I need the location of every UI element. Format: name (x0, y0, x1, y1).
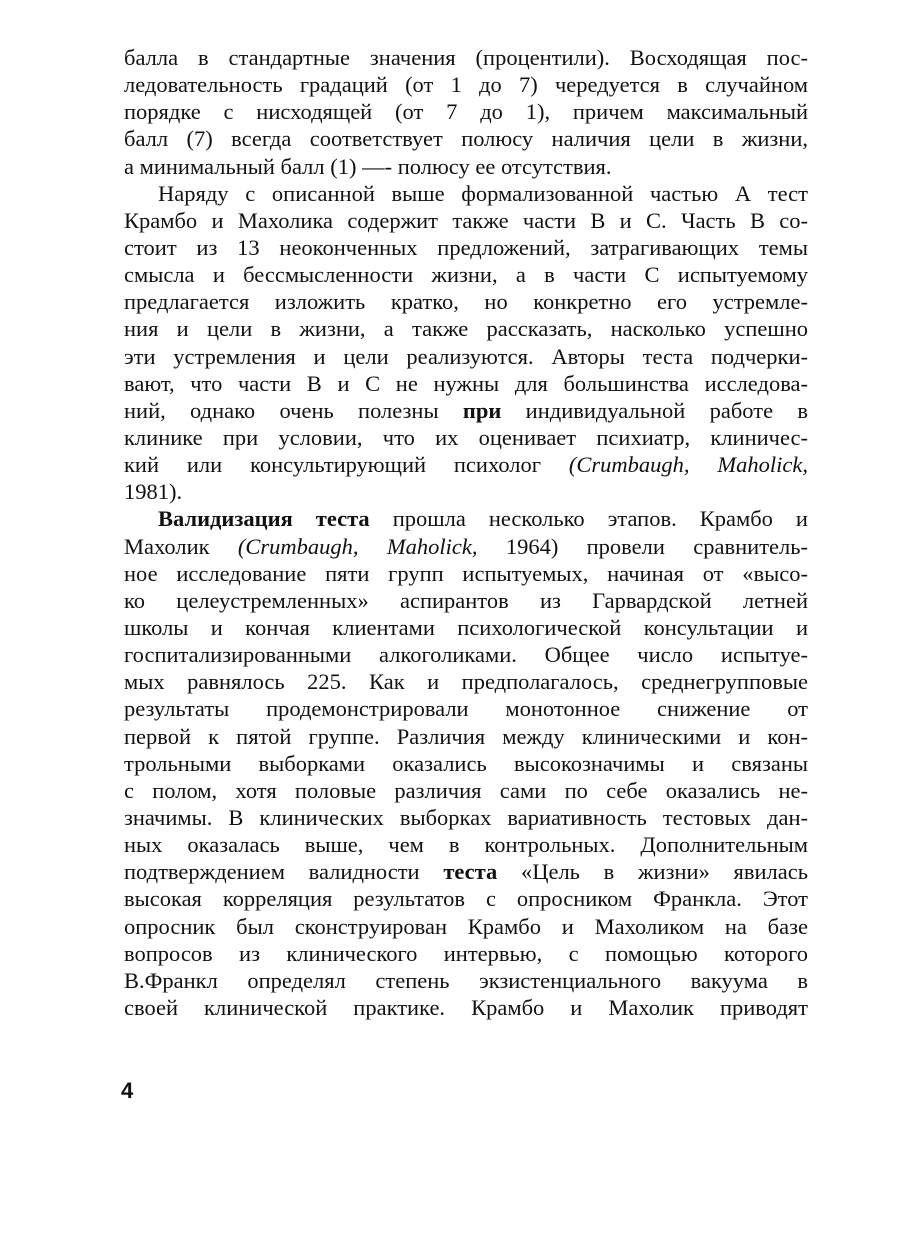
text-line: вают, что части В и С не нужны для большинства исследова- (124, 370, 808, 396)
paragraph-2 (124, 180, 808, 506)
text-line (124, 451, 808, 478)
text-segment: 1964) провели сравнитель- (505, 533, 809, 559)
bold-word: теста (443, 859, 498, 885)
text-line: госпитализированными алкоголиками. Общее число испытуе- (124, 642, 808, 668)
text-line: ных оказалась выше, чем в контрольных. Дополнительным (124, 832, 808, 858)
text-line: школы и кончая клиентами психологической консультации и (124, 614, 808, 640)
text-line (124, 533, 808, 560)
text-line: клинике при условии, что их оценивает психиатр, клиничес- (124, 424, 808, 450)
text-line: балла в стандартные значения (процентили). Восходящая пос- (124, 45, 808, 70)
text-line: ко целеустремленных» аспирантов из Гарвардской летней (124, 587, 808, 613)
text-line: вопросов из клинического интервью, с помощью которого (124, 940, 808, 966)
text-line: высокая корреляция результатов с опросником Франкла. Этот (124, 886, 808, 912)
text-line: опросник был сконструирован Крамбо и Махоликом на базе (124, 913, 808, 939)
text-line: значимы. В клинических выборках вариативность тестовых дан- (124, 804, 808, 830)
text-segment: подтверждением валидности (124, 859, 420, 885)
text-line: порядке с нисходящей (от 7 до 1), причем максимальный (124, 99, 808, 125)
text-line: мых равнялось 225. Как и предполагалось, среднегрупповые (124, 669, 808, 695)
text-segment: «Цель в жизни» явилась (520, 859, 809, 885)
paragraph-3 (124, 505, 808, 1021)
text-line: а минимальный балл (1) —- полюсу ее отсутствия. (124, 153, 612, 179)
text-line: ное исследование пяти групп испытуемых, начиная от «высо- (124, 560, 808, 586)
text-line: трольными выборками оказались высокозначимы и связаны (124, 750, 808, 776)
page-body (124, 44, 808, 1021)
text-line: с полом, хотя половые различия сами по себе оказались не- (124, 777, 808, 803)
text-line: своей клинической практике. Крамбо и Махолик приводят (124, 994, 808, 1020)
text-line: эти устремления и цели реализуются. Авторы теста подчерки- (124, 343, 808, 369)
text-line (124, 397, 808, 424)
text-line: первой к пятой группе. Различия между клиническими и кон- (124, 723, 808, 749)
text-line: 1981). (124, 479, 183, 505)
text-line: предлагается изложить кратко, но конкретно его устремле- (124, 289, 808, 315)
text-line: стоит из 13 неоконченных предложений, затрагивающих темы (124, 234, 808, 260)
text-line: Крамбо и Махолика содержит также части В и С. Часть В со- (124, 207, 808, 233)
text-line (124, 505, 808, 532)
text-line: ния и цели в жизни, а также рассказать, насколько успешно (124, 316, 808, 342)
citation-authors: (Crumbaugh, Maholick, (237, 533, 478, 559)
text-segment: Махолик (124, 533, 210, 559)
bold-term: Валидизация теста (158, 506, 370, 532)
citation-authors: (Crumbaugh, Maholick, (568, 452, 809, 478)
paragraph-1 (124, 44, 808, 180)
text-segment: ний, однако очень полезны (124, 397, 439, 423)
page-number: 4 (121, 1078, 134, 1103)
text-line (124, 858, 808, 885)
text-segment: кий или консультирующий психолог (124, 452, 542, 478)
text-line: смысла и бессмысленности жизни, а в части С испытуемому (124, 262, 808, 288)
text-line: результаты продемонстрировали монотонное снижение от (124, 696, 808, 722)
text-segment: прошла несколько этапов. Крамбо и (392, 506, 808, 532)
text-segment: индивидуальной работе в (525, 397, 809, 423)
text-line: ледовательность градаций (от 1 до 7) чередуется в случайном (124, 72, 808, 98)
bold-word: при (462, 397, 502, 423)
text-line: В.Франкл определял степень экзистенциального вакуума в (124, 967, 808, 993)
text-line: балл (7) всегда соответствует полюсу наличия цели в жизни, (124, 126, 808, 152)
text-line: Наряду с описанной выше формализованной частью А тест (158, 180, 808, 206)
